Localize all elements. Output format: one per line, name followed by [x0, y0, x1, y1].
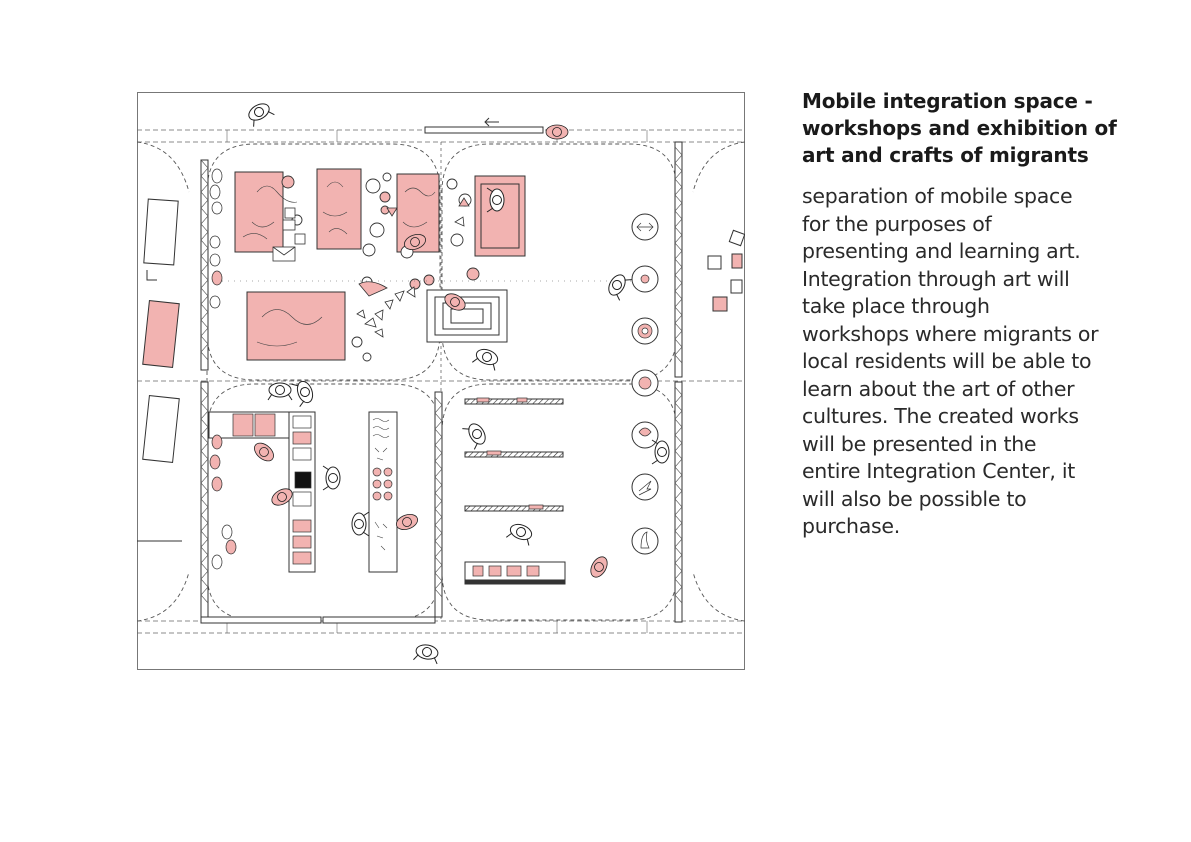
description-line: presenting and learning art.: [802, 239, 1081, 263]
description-line: purchase.: [802, 514, 900, 538]
description: [802, 183, 1142, 541]
description-line: cultures. The created works: [802, 404, 1079, 428]
description-line: separation of mobile space: [802, 184, 1073, 208]
description-line: will also be possible to: [802, 486, 1027, 511]
page-title: [802, 88, 1142, 169]
floor-plan: [137, 92, 745, 670]
text-block: [802, 88, 1142, 541]
description-line: workshops where migrants or: [802, 321, 1099, 346]
description-line: for the purposes of: [802, 211, 992, 236]
description-line: will be presented in the: [802, 431, 1037, 456]
title-line: workshops and exhibition of: [802, 116, 1117, 140]
title-line: art and crafts of migrants: [802, 143, 1089, 167]
description-line: entire Integration Center, it: [802, 459, 1075, 483]
description-line: learn about the art of other: [802, 376, 1075, 401]
description-line: Integration through art will: [802, 266, 1070, 291]
description-line: take place through: [802, 294, 990, 318]
description-line: local residents will be able to: [802, 349, 1092, 373]
title-line: Mobile integration space -: [802, 89, 1093, 113]
